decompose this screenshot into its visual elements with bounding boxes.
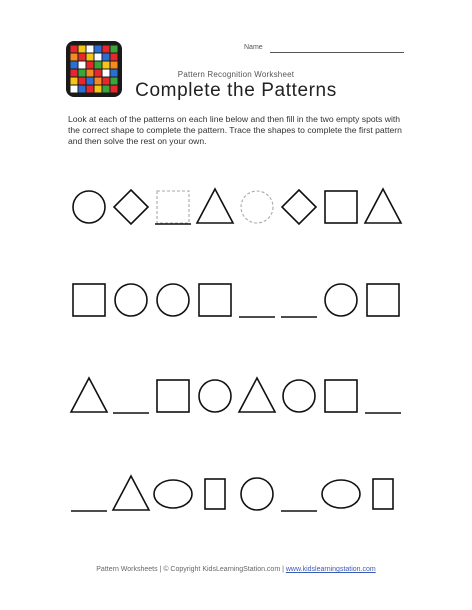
rectangle-shape xyxy=(205,479,225,509)
circle-shape xyxy=(199,380,231,412)
circle-shape xyxy=(157,284,189,316)
triangle-shape xyxy=(197,189,233,223)
circle-trace-shape xyxy=(241,191,273,223)
name-label: Name xyxy=(244,44,263,51)
triangle-shape xyxy=(239,378,275,412)
circle-shape xyxy=(283,380,315,412)
footer-text: Pattern Worksheets | © Copyright KidsLearningStation.com | xyxy=(96,566,286,573)
diamond-shape xyxy=(114,190,148,224)
circle-shape xyxy=(241,478,273,510)
footer xyxy=(0,566,472,573)
square-shape xyxy=(367,284,399,316)
circle-shape xyxy=(325,284,357,316)
instructions-text: Look at each of the patterns on each line below and then fill in the two empty spots with the correct shape to complete the pattern. Trace the shapes to complete the first pattern and then solve the rest on your own. xyxy=(68,114,402,146)
page-title: Complete the Patterns xyxy=(135,80,337,101)
square-shape xyxy=(73,284,105,316)
square-shape xyxy=(199,284,231,316)
square-trace-shape xyxy=(157,191,189,223)
square-shape xyxy=(325,380,357,412)
square-shape xyxy=(325,191,357,223)
circle-shape xyxy=(73,191,105,223)
oval-shape xyxy=(322,480,360,508)
triangle-shape xyxy=(71,378,107,412)
worksheet-subtitle: Pattern Recognition Worksheet xyxy=(177,70,295,79)
triangle-shape xyxy=(365,189,401,223)
diamond-shape xyxy=(282,190,316,224)
square-shape xyxy=(157,380,189,412)
rectangle-shape xyxy=(373,479,393,509)
circle-shape xyxy=(115,284,147,316)
triangle-shape xyxy=(113,476,149,510)
footer-link[interactable]: www.kidslearningstation.com xyxy=(285,566,376,573)
oval-shape xyxy=(154,480,192,508)
